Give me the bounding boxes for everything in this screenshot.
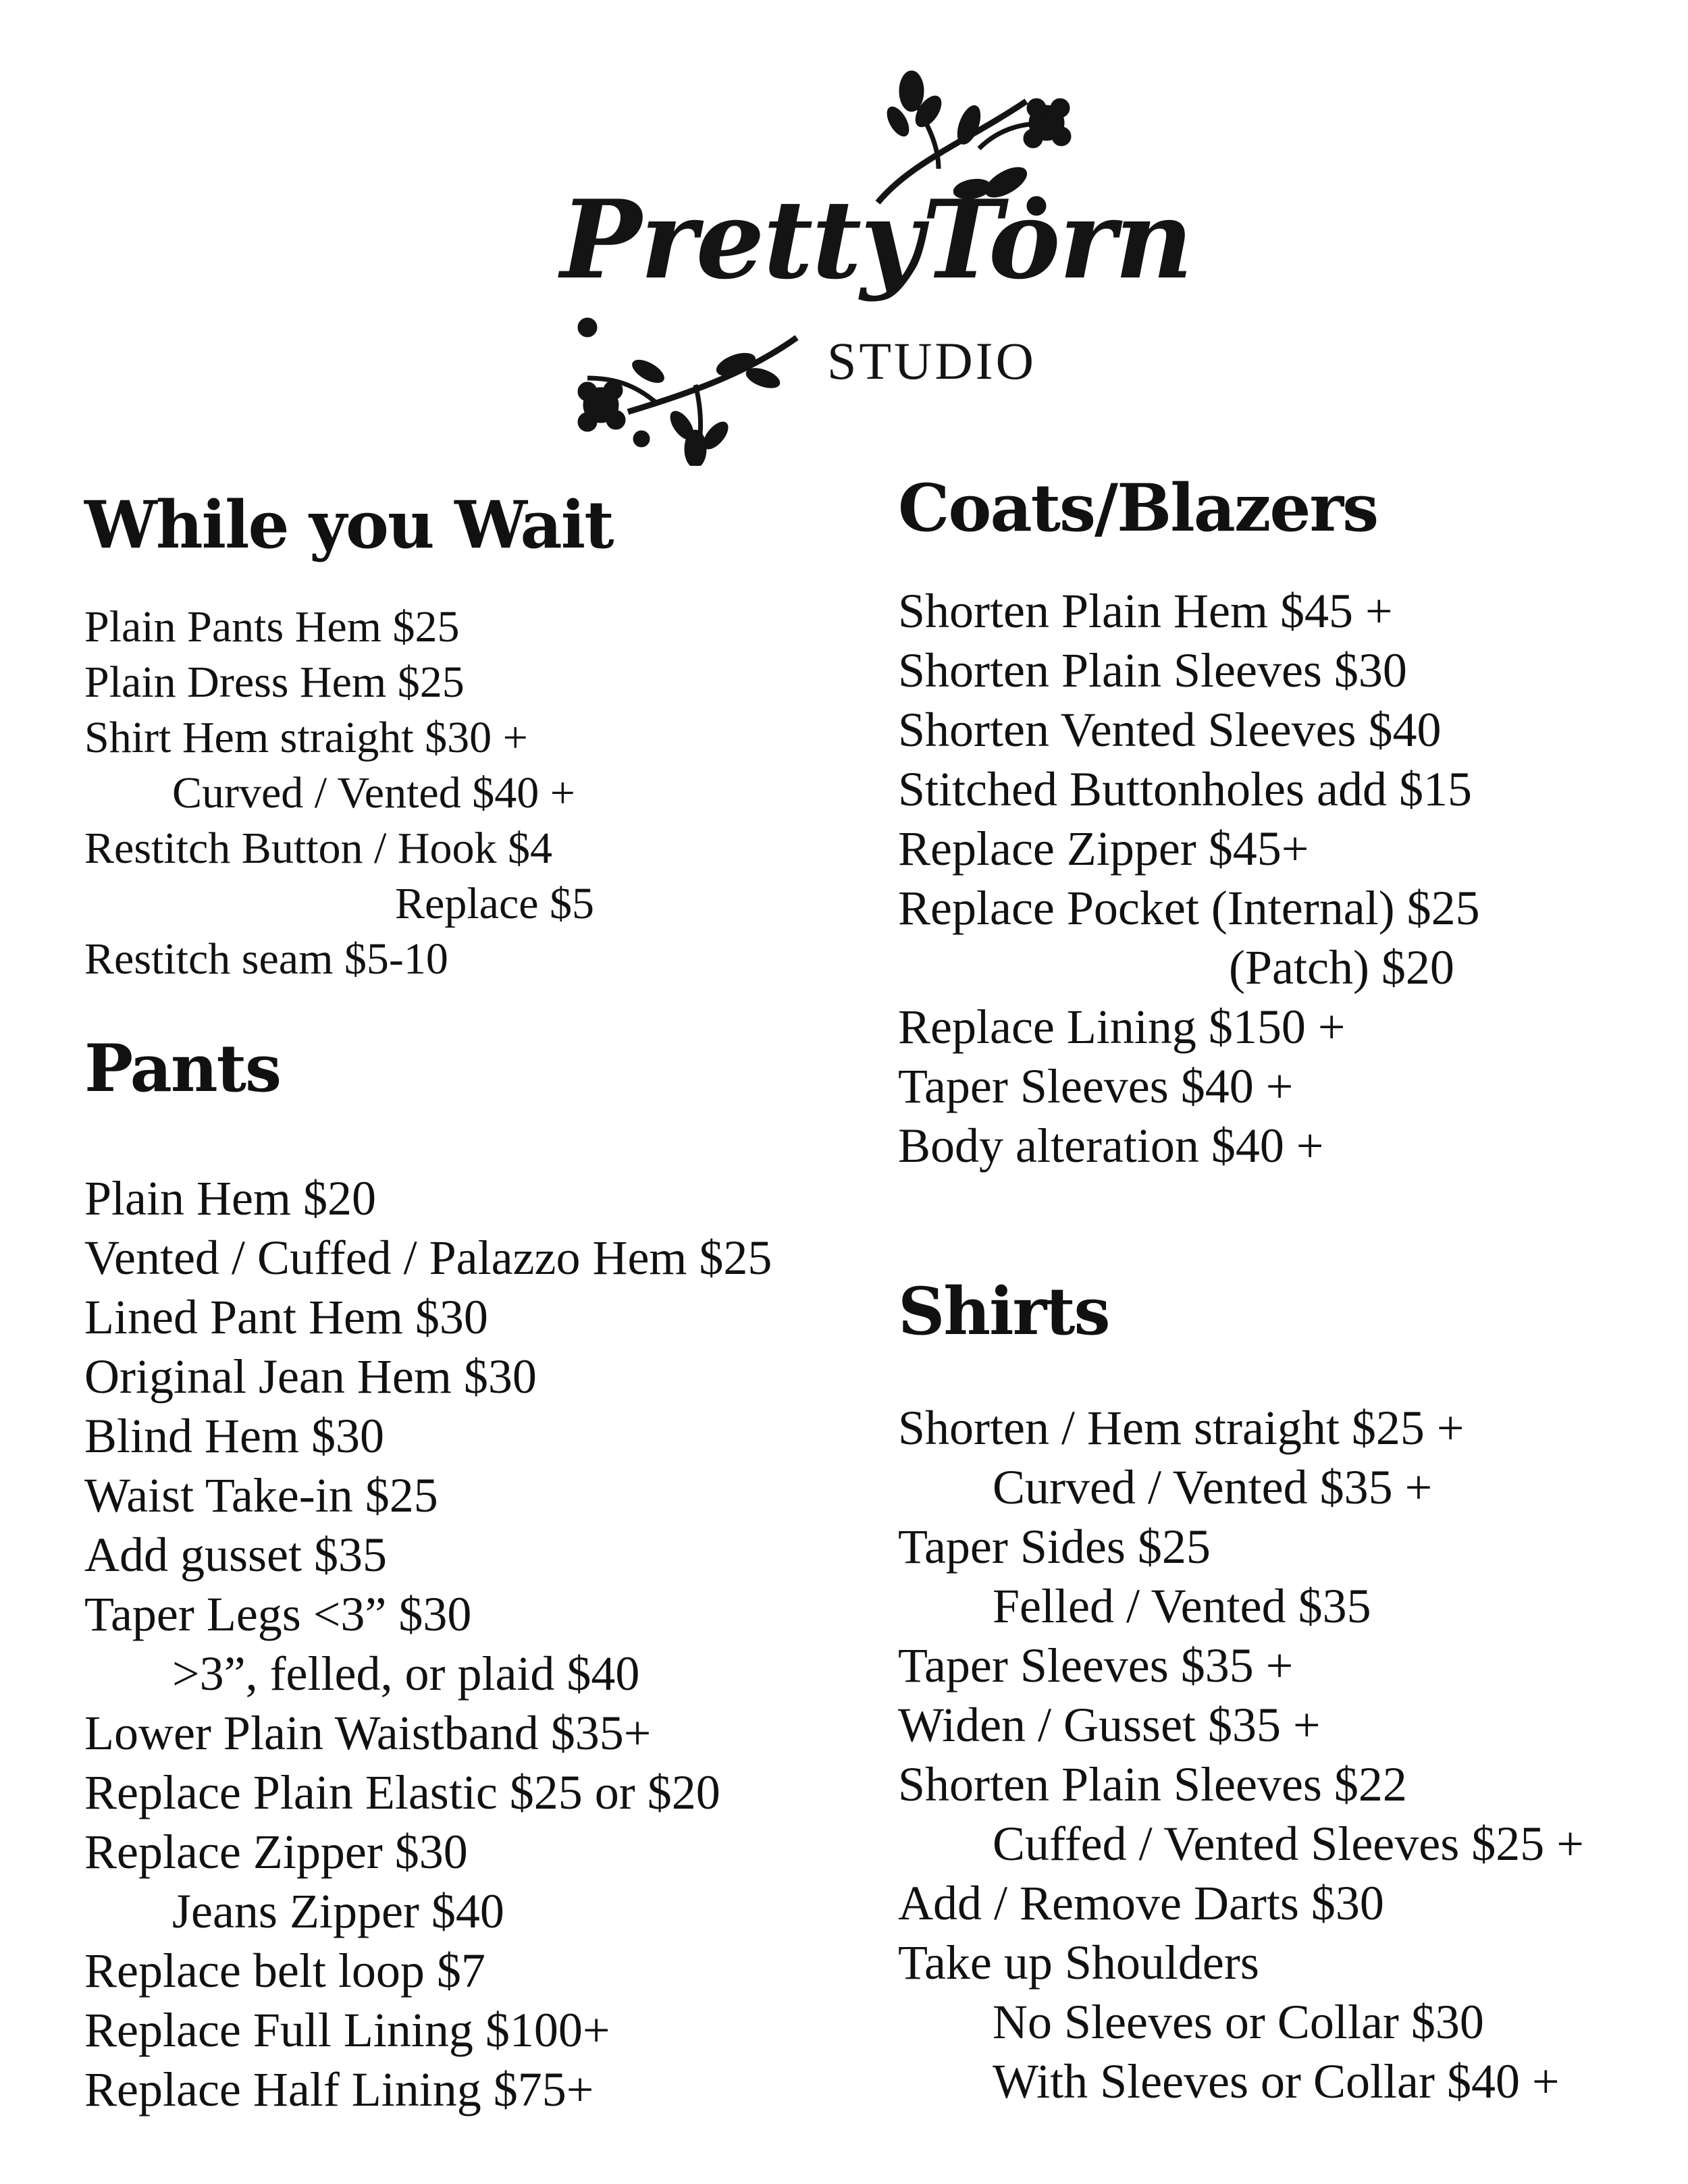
price-item: Lower Plain Waistband $35+ <box>84 1706 652 1760</box>
price-item: >3”, felled, or plaid $40 <box>172 1647 640 1701</box>
price-item: No Sleeves or Collar $30 <box>993 1995 1484 2049</box>
price-item: (Patch) $20 <box>1229 940 1454 994</box>
brand-subtitle: STUDIO <box>827 331 1036 390</box>
price-item: Curved / Vented $40 + <box>172 768 575 818</box>
price-item: Curved / Vented $35 + <box>993 1460 1433 1514</box>
price-item: Plain Dress Hem $25 <box>84 658 465 707</box>
section-shirts <box>898 1273 1584 2111</box>
price-item: Replace Pocket (Internal) $25 <box>898 881 1480 935</box>
price-item: Jeans Zipper $40 <box>172 1884 504 1938</box>
section-title: While you Wait <box>84 487 613 563</box>
section-title: Pants <box>84 1030 280 1107</box>
price-item: Widen / Gusset $35 + <box>898 1698 1321 1752</box>
price-item: Shirt Hem straight $30 + <box>84 713 528 762</box>
price-item: Add gusset $35 <box>84 1528 387 1582</box>
price-item: Felled / Vented $35 <box>993 1579 1371 1633</box>
price-item: Plain Pants Hem $25 <box>84 602 460 651</box>
price-item: Waist Take-in $25 <box>84 1468 438 1522</box>
price-list <box>898 1398 1584 2111</box>
price-item: Shorten Plain Hem $45 + <box>898 584 1393 638</box>
section-title: Coats/Blazers <box>898 470 1378 546</box>
price-item: Replace Zipper $45+ <box>898 822 1309 876</box>
price-item: Lined Pant Hem $30 <box>84 1290 488 1344</box>
price-item: Stitched Buttonholes add $15 <box>898 762 1472 816</box>
price-item: Replace Full Lining $100+ <box>84 2003 610 2057</box>
price-item: Replace belt loop $7 <box>84 1944 485 1998</box>
price-list <box>898 581 1480 1175</box>
brand-logo <box>560 61 1192 466</box>
price-list <box>84 1169 772 2119</box>
price-item: Shorten Vented Sleeves $40 <box>898 703 1442 757</box>
price-item: Shorten / Hem straight $25 + <box>898 1401 1465 1455</box>
section-coats-blazers <box>898 470 1480 1175</box>
section-while-you-wait <box>84 487 613 987</box>
price-item: With Sleeves or Collar $40 + <box>993 2054 1560 2108</box>
price-item: Taper Sleeves $35 + <box>898 1639 1294 1693</box>
price-item: Shorten Plain Sleeves $30 <box>898 643 1407 697</box>
price-item: Body alteration $40 + <box>898 1119 1324 1173</box>
price-item: Replace Lining $150 + <box>898 1000 1346 1054</box>
brand-name: PrettyTorn <box>560 176 1192 303</box>
price-item: Cuffed / Vented Sleeves $25 + <box>993 1817 1584 1871</box>
price-item: Restitch Button / Hook $4 <box>84 824 552 873</box>
price-item: Take up Shoulders <box>898 1936 1259 1990</box>
price-item: Original Jean Hem $30 <box>84 1350 537 1404</box>
price-item: Replace Zipper $30 <box>84 1825 468 1879</box>
price-item: Blind Hem $30 <box>84 1409 384 1463</box>
price-item: Restitch seam $5-10 <box>84 934 448 984</box>
section-title: Shirts <box>898 1273 1109 1350</box>
price-item: Add / Remove Darts $30 <box>898 1876 1384 1930</box>
price-item: Plain Hem $20 <box>84 1171 376 1225</box>
price-item: Replace Half Lining $75+ <box>84 2062 594 2116</box>
price-item: Replace Plain Elastic $25 or $20 <box>84 1765 720 1819</box>
price-item: Vented / Cuffed / Palazzo Hem $25 <box>84 1231 772 1285</box>
price-item: Taper Sleeves $40 + <box>898 1059 1294 1113</box>
price-item: Replace $5 <box>395 879 595 928</box>
price-item: Shorten Plain Sleeves $22 <box>898 1757 1407 1811</box>
price-item: Taper Legs <3” $30 <box>84 1587 472 1641</box>
price-list <box>84 600 613 987</box>
section-pants <box>84 1030 772 2119</box>
price-item: Taper Sides $25 <box>898 1520 1211 1574</box>
